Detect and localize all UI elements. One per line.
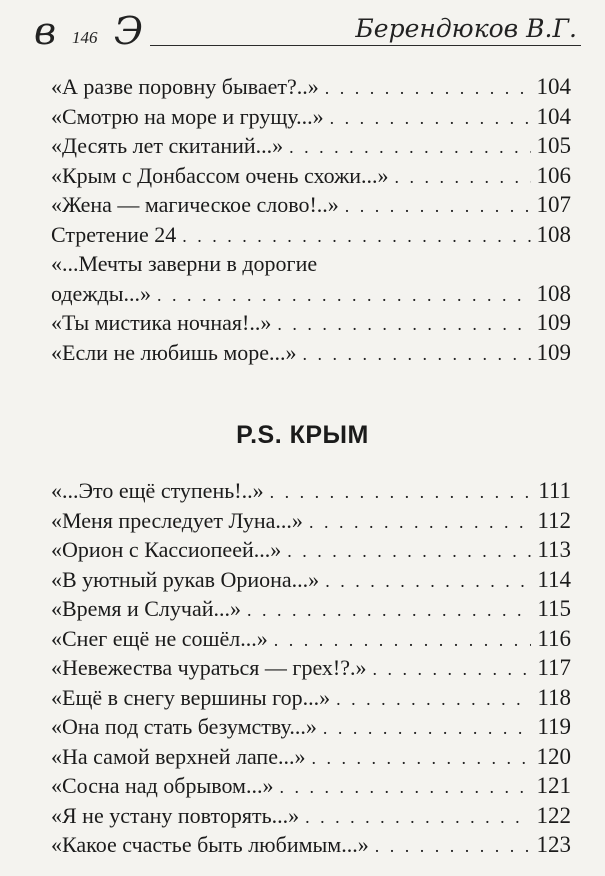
- toc-entry-page: 121: [536, 773, 571, 798]
- toc-entry[interactable]: [51, 832, 571, 862]
- toc-entry-title: «Снег ещё не сошёл...»: [51, 625, 268, 651]
- dot-leader: [325, 78, 531, 99]
- author-name: Берендюков В.Г.: [355, 14, 577, 43]
- toc-entry-title: «А разве поровну бывает?..»: [51, 74, 319, 99]
- toc-entry[interactable]: [51, 192, 571, 222]
- toc-entry-page: 118: [537, 684, 571, 710]
- toc-entry-page: 116: [537, 625, 571, 651]
- section-title: P.S. КРЫМ: [236, 421, 369, 449]
- toc-entry[interactable]: [51, 744, 571, 774]
- toc-entry-page: 109: [536, 339, 571, 365]
- toc-entry-title: «На самой верхней лапе...»: [51, 743, 306, 769]
- dot-leader: [336, 689, 531, 710]
- toc-entry[interactable]: [51, 626, 571, 656]
- toc-entry-page: 115: [537, 596, 571, 621]
- toc-entry-page: 120: [536, 743, 571, 769]
- dot-leader: [182, 226, 530, 247]
- toc-entry-title: «Смотрю на море и грущу...»: [51, 103, 324, 129]
- toc-entry[interactable]: [51, 537, 571, 567]
- dot-leader: [330, 108, 531, 129]
- dot-leader: [277, 314, 530, 335]
- toc-entry-title: «Жена — магическое слово!..»: [51, 192, 339, 217]
- toc-entry[interactable]: [51, 104, 571, 134]
- toc-entry[interactable]: [51, 567, 571, 597]
- dot-leader: [309, 512, 531, 533]
- toc-entry-title: «Какое счастье быть любимым...»: [51, 832, 369, 857]
- dot-leader: [395, 167, 531, 188]
- dot-leader: [274, 630, 532, 651]
- toc-entry-page: 107: [536, 192, 571, 217]
- page-header: [0, 0, 605, 60]
- toc-entry-page: 122: [536, 802, 571, 828]
- dot-leader: [289, 137, 530, 158]
- toc-entry-title: «Крым с Донбассом очень схожи...»: [51, 162, 389, 188]
- toc-entry-page: 106: [536, 162, 571, 188]
- toc-entry-page: 119: [537, 714, 571, 739]
- dot-leader: [311, 748, 530, 769]
- toc-list-top: [51, 74, 571, 369]
- header-ornament-right: Э: [114, 9, 144, 53]
- toc-entry-page: 108: [536, 221, 571, 247]
- dot-leader: [279, 777, 530, 798]
- toc-entry[interactable]: [51, 281, 571, 311]
- toc-entry[interactable]: [51, 803, 571, 833]
- toc-entry[interactable]: [51, 74, 571, 104]
- toc-entry[interactable]: [51, 133, 571, 163]
- toc-entry-title: «В уютный рукав Ориона...»: [51, 566, 320, 592]
- toc-entry-title: «Я не устану повторять...»: [51, 802, 300, 828]
- dot-leader: [305, 807, 530, 828]
- dot-leader: [247, 600, 531, 621]
- toc-entry[interactable]: [51, 310, 571, 340]
- toc-entry[interactable]: [51, 596, 571, 626]
- toc-entry[interactable]: [51, 773, 571, 803]
- toc-entry-page: 111: [538, 478, 571, 503]
- toc-entry-page: 117: [537, 655, 571, 680]
- toc-entry-title: «Орион с Кассиопеей...»: [51, 537, 282, 562]
- dot-leader: [325, 571, 531, 592]
- toc-entry-page: 105: [536, 133, 571, 158]
- dot-leader: [373, 659, 532, 680]
- toc-entry-page: 112: [537, 507, 571, 533]
- toc-entry-title: «...Это ещё ступень!..»: [51, 478, 264, 503]
- toc-entry[interactable]: [51, 714, 571, 744]
- toc-entry-page: 113: [537, 537, 571, 562]
- toc-entry-title: «...Мечты заверни в дорогие: [51, 251, 318, 276]
- toc-entry-title: «Десять лет скитаний...»: [51, 133, 284, 158]
- toc-entry-title: «Ещё в снегу вершины гор...»: [51, 684, 331, 710]
- toc-entry[interactable]: [51, 655, 571, 685]
- toc-entry-title: «Меня преследует Луна...»: [51, 507, 303, 533]
- toc-entry[interactable]: [51, 508, 571, 538]
- dot-leader: [375, 836, 531, 857]
- toc-entry-title: Стретение 24: [51, 221, 177, 247]
- dot-leader: [323, 718, 531, 739]
- toc-entry-title: «Невежества чураться — грех!?.»: [51, 655, 367, 680]
- toc-entry-continued[interactable]: [51, 251, 571, 281]
- toc-entry-title: «Сосна над обрывом...»: [51, 773, 274, 798]
- toc-list-bottom: [51, 478, 571, 862]
- toc-entry[interactable]: [51, 340, 571, 370]
- toc-entry-title: «Она под стать безумству...»: [51, 714, 317, 739]
- dot-leader: [287, 541, 531, 562]
- toc-entry-page: 108: [536, 280, 571, 306]
- toc-entry[interactable]: [51, 685, 571, 715]
- toc-entry-page: 109: [536, 310, 571, 335]
- toc-entry[interactable]: [51, 163, 571, 193]
- dot-leader: [303, 344, 531, 365]
- toc-entry-title: «Время и Случай...»: [51, 596, 242, 621]
- toc-entry-title: «Ты мистика ночная!..»: [51, 310, 272, 335]
- dot-leader: [157, 285, 531, 306]
- toc-entry-title: одежды...»: [51, 280, 151, 306]
- toc-entry-page: 114: [537, 566, 571, 592]
- dot-leader: [270, 482, 533, 503]
- toc-entry-page: 123: [536, 832, 571, 857]
- toc-entry-page: 104: [536, 74, 571, 99]
- toc-entry-page: 104: [536, 103, 571, 129]
- dot-leader: [345, 196, 531, 217]
- toc-entry-title: «Если не любишь море...»: [51, 339, 297, 365]
- header-rule: [150, 45, 581, 46]
- toc-entry[interactable]: [51, 478, 571, 508]
- toc-entry[interactable]: [51, 222, 571, 252]
- page-number: 146: [72, 28, 98, 47]
- header-ornament-left: в: [34, 9, 57, 53]
